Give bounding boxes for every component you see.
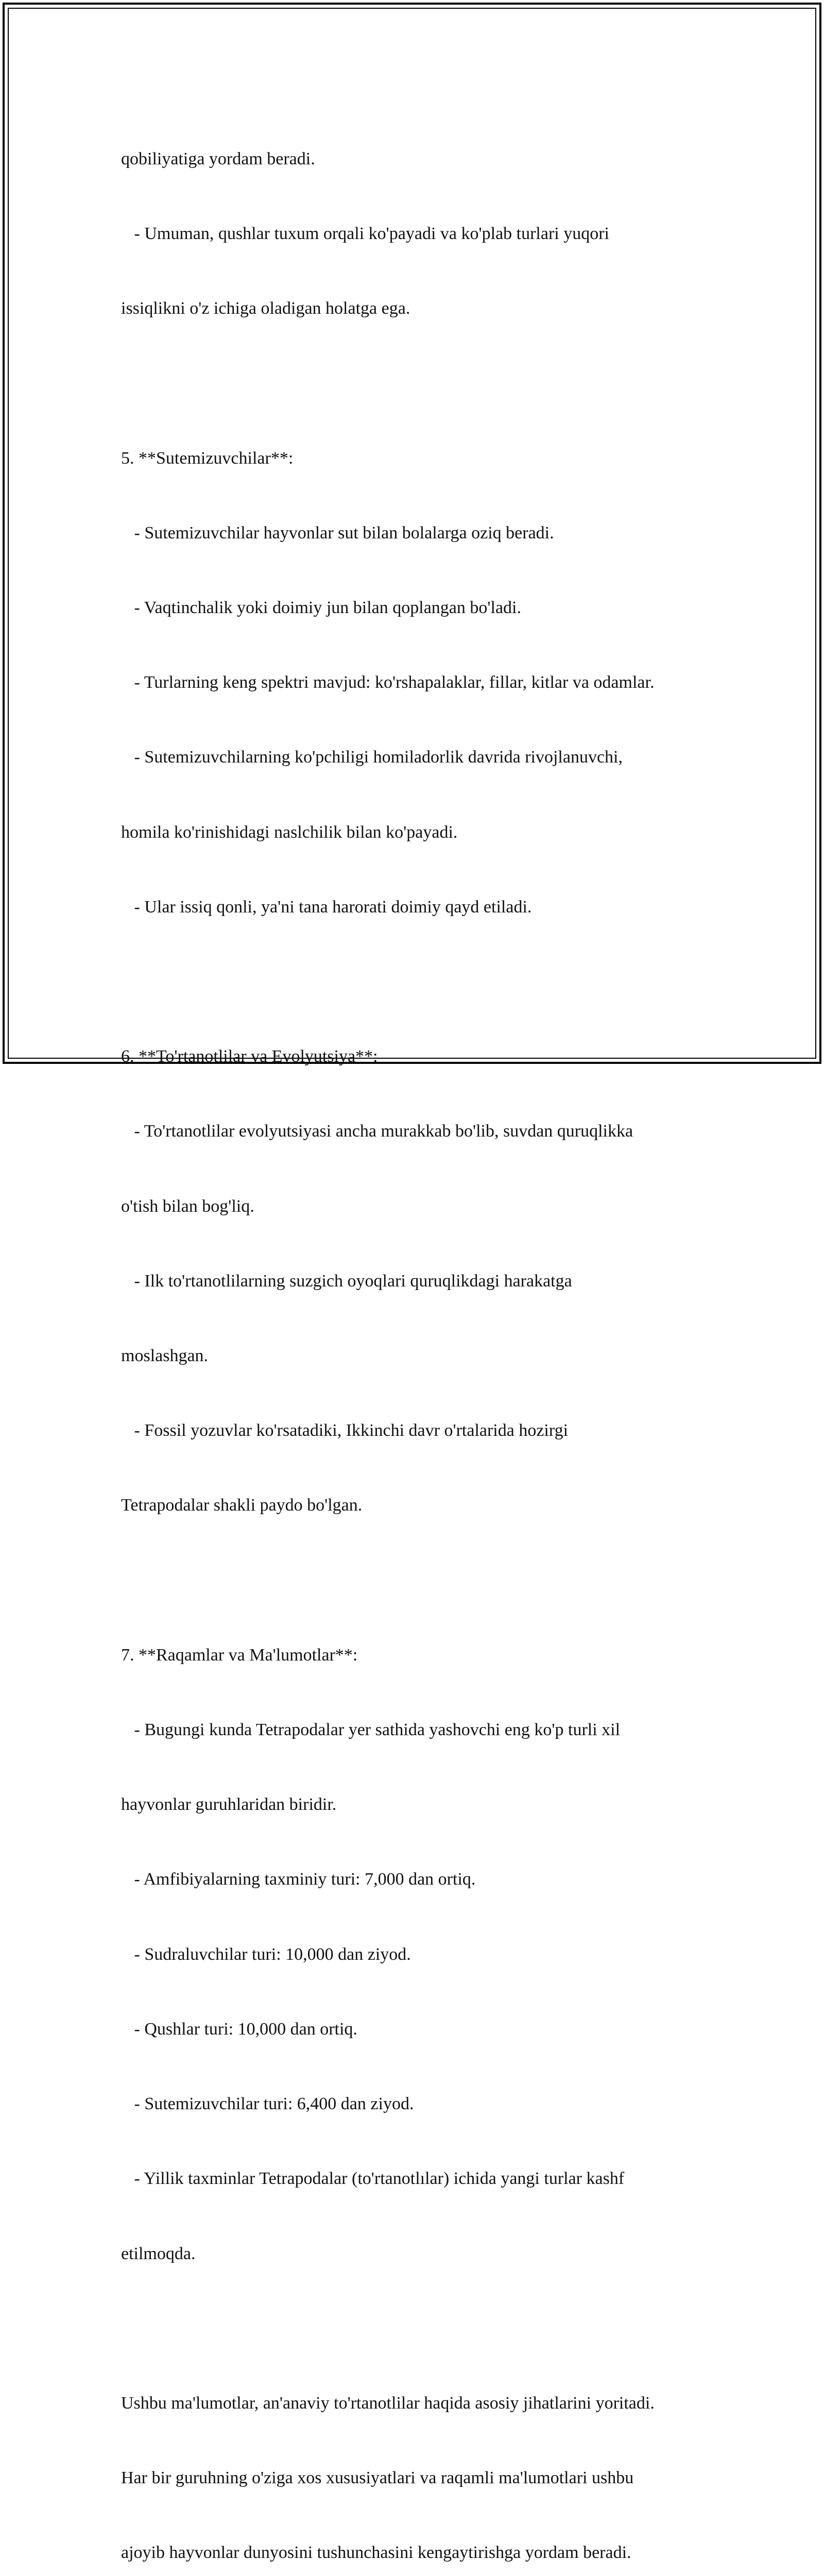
text-line: - Bugungi kunda Tetrapodalar yer sathida yashovchi eng ko'p turli xil xyxy=(121,1720,621,1740)
text-line: Har bir guruhning o'ziga xos xususiyatlari va raqamli ma'lumotlari ushbu xyxy=(121,2468,634,2488)
text-line: Tetrapodalar shakli paydo bo'lgan. xyxy=(121,1496,363,1515)
section-heading: 6. **To'rtanotlilar va Evolyutsiya**: xyxy=(121,1047,378,1066)
section-heading: 7. **Raqamlar va Ma'lumotlar**: xyxy=(121,1645,358,1665)
text-line: o'tish bilan bog'liq. xyxy=(121,1196,254,1216)
document-body xyxy=(121,97,729,2576)
text-line: - Fossil yozuvlar ko'rsatadiki, Ikkinchi davr o'rtalarida hozirgi xyxy=(121,1421,569,1440)
blank-line xyxy=(121,371,729,396)
text-line: ajoyib hayvonlar dunyosini tushunchasini kengaytirishga yordam beradi. xyxy=(121,2543,631,2563)
text-line: moslashgan. xyxy=(121,1346,209,1366)
text-line: Ushbu ma'lumotlar, an'anaviy to'rtanotlilar haqida asosiy jihatlarini yoritadi. xyxy=(121,2393,655,2413)
text-line: - Vaqtinchalik yoki doimiy jun bilan qoplangan bo'ladi. xyxy=(121,598,522,618)
text-line: - Yillik taxminlar Tetrapodalar (to'rtanotlılar) ichida yangi turlar kashf xyxy=(121,2169,625,2189)
text-line: - Turlarning keng spektri mavjud: ko'rshapalaklar, fillar, kitlar va odamlar. xyxy=(121,673,655,692)
blank-line xyxy=(121,970,729,994)
text-line: - Sutemizuvchilar hayvonlar sut bilan bolalarga oziq beradi. xyxy=(121,523,554,543)
text-line: issiqlikni o'z ichiga oladigan holatga ega. xyxy=(121,299,410,318)
text-line: qobiliyatiga yordam beradi. xyxy=(121,149,315,168)
section-heading: 5. **Sutemizuvchilar**: xyxy=(121,448,294,468)
text-line: - Ular issiq qonli, ya'ni tana harorati doimiy qayd etiladi. xyxy=(121,897,532,917)
blank-line xyxy=(121,2316,729,2341)
text-line: - Sutemizuvchilarning ko'pchiligi homiladorlik davrida rivojlanuvchi, xyxy=(121,748,623,767)
text-line: - To'rtanotlilar evolyutsiyasi ancha murakkab bo'lib, suvdan quruqlikka xyxy=(121,1122,633,1141)
text-line: - Qushlar turi: 10,000 dan ortiq. xyxy=(121,2019,357,2039)
text-line: etilmoqda. xyxy=(121,2244,196,2263)
text-line: - Sutemizuvchilar turi: 6,400 dan ziyod. xyxy=(121,2094,414,2114)
text-line: - Ilk to'rtanotlilarning suzgich oyoqlari quruqlikdagi harakatga xyxy=(121,1271,572,1291)
text-line: - Umuman, qushlar tuxum orqali ko'payadi va ko'plab turlari yuqori xyxy=(121,224,609,244)
text-line: - Amfibiyalarning taxminiy turi: 7,000 dan ortiq. xyxy=(121,1870,476,1889)
text-line: - Sudraluvchilar turi: 10,000 dan ziyod. xyxy=(121,1944,411,1964)
text-line: homila ko'rinishidagi naslchilik bilan ko'payadi. xyxy=(121,822,458,842)
text-line: hayvonlar guruhlaridan biridir. xyxy=(121,1795,337,1815)
blank-line xyxy=(121,1568,729,1593)
